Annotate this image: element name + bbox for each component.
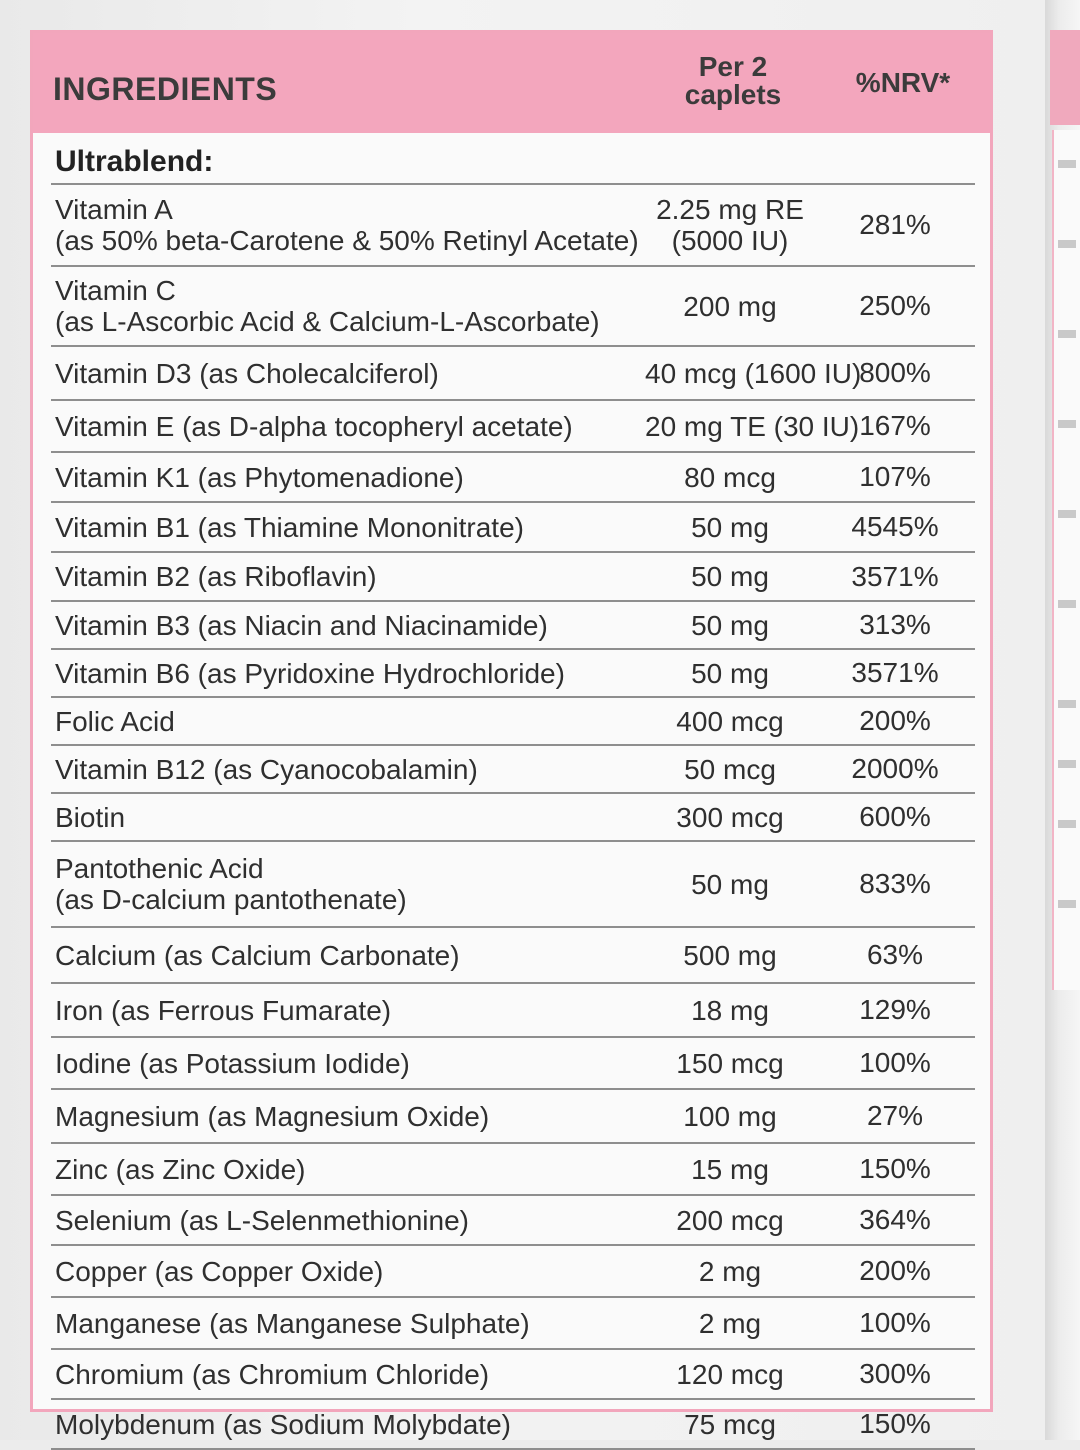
table-row (51, 1244, 975, 1296)
ingredient-name-main: Pantothenic Acid (55, 853, 264, 884)
section-title: Ultrablend: (55, 145, 214, 178)
ingredient-amount (645, 561, 815, 592)
table-row (51, 551, 975, 600)
ingredient-name-main: Vitamin A (55, 194, 173, 225)
ingredient-name-main: Vitamin E (as D-alpha tocopheryl acetate) (55, 410, 573, 442)
ingredient-name (51, 1256, 645, 1287)
ingredient-nrv: 150% (859, 1408, 931, 1439)
header-per-line2: caplets (684, 79, 782, 110)
ingredient-amount-main: 50 mg (691, 609, 769, 641)
ingredient-amount (645, 410, 860, 442)
ingredient-amount (645, 995, 815, 1026)
ingredient-amount-main: 50 mg (691, 561, 769, 592)
ingredient-nrv: 27% (866, 1100, 924, 1131)
ingredient-amount (645, 1256, 815, 1287)
table-row (51, 982, 975, 1036)
ingredient-nrv: 107% (859, 461, 931, 492)
ingredient-nrv: 3571% (851, 657, 939, 688)
table-row (51, 399, 975, 451)
ingredient-name (51, 358, 645, 389)
table-row (51, 501, 975, 551)
table-row (51, 1088, 975, 1142)
ingredient-amount (645, 194, 815, 256)
adjacent-box-stripe (1058, 900, 1076, 908)
adjacent-box-stripe (1058, 820, 1076, 828)
ingredient-amount (645, 754, 815, 785)
ingredient-nrv: 150% (859, 1153, 931, 1184)
ingredient-amount-main: 100 mg (683, 1100, 777, 1132)
ingredient-name-main: Vitamin B2 (as Riboflavin) (55, 561, 377, 592)
ingredient-nrv: 600% (859, 801, 931, 832)
table-row (51, 792, 975, 840)
ingredient-amount (645, 1154, 815, 1185)
ingredient-amount (645, 357, 862, 389)
table-row (51, 451, 975, 501)
adjacent-box-stripe (1058, 240, 1076, 248)
ingredient-nrv: 100% (859, 1047, 931, 1078)
ingredient-name-main: Chromium (as Chromium Chloride) (55, 1358, 490, 1390)
ingredient-name-main: Biotin (55, 801, 126, 833)
ingredient-nrv: 364% (859, 1204, 931, 1235)
ingredient-name-main: Copper (as Copper Oxide) (55, 1255, 384, 1287)
adjacent-box-stripe (1058, 420, 1076, 428)
table-row (51, 183, 975, 265)
ingredient-amount (645, 291, 815, 322)
header-per-line1: Per 2 (698, 51, 768, 82)
ingredient-name-main: Manganese (as Manganese Sulphate) (55, 1307, 530, 1339)
ingredient-amount (645, 1101, 815, 1132)
ingredient-name (51, 658, 645, 689)
label-header (33, 33, 990, 133)
ingredient-name-main: Vitamin B6 (as Pyridoxine Hydrochloride) (55, 657, 565, 689)
ingredient-amount-main: 40 mcg (1600 IU) (645, 357, 862, 389)
ingredient-name (51, 1205, 645, 1236)
ingredient-amount (645, 1308, 815, 1339)
ingredient-nrv: 167% (859, 410, 931, 441)
ingredient-amount-main: 50 mg (691, 868, 769, 900)
ingredient-name (51, 706, 645, 737)
ingredient-name-main: Iodine (as Potassium Iodide) (55, 1047, 410, 1079)
ingredient-name (51, 194, 645, 256)
table-row (51, 926, 975, 982)
ingredient-name-main: Folic Acid (55, 705, 175, 737)
ingredient-name (51, 940, 645, 971)
header-ingredients: INGREDIENTS (53, 71, 278, 107)
ingredient-name (51, 1409, 645, 1440)
table-row (51, 648, 975, 696)
ingredient-nrv: 129% (859, 994, 931, 1025)
ingredient-nrv: 63% (866, 939, 924, 970)
ingredient-amount-main: 200 mg (683, 290, 777, 322)
table-row (51, 1348, 975, 1398)
ingredient-nrv: 250% (859, 290, 931, 321)
ingredient-nrv: 3571% (851, 560, 939, 592)
ingredient-amount (645, 802, 815, 833)
ingredient-amount (645, 1205, 815, 1236)
ingredient-amount (645, 940, 815, 971)
ingredient-amount (645, 610, 815, 641)
ingredient-name (51, 853, 645, 915)
ingredient-amount-main: 18 mg (691, 994, 769, 1026)
ingredient-name (51, 275, 645, 337)
header-nrv: %NRV* (855, 67, 951, 98)
ingredient-name (51, 995, 645, 1026)
ingredient-amount-main: 50 mcg (684, 753, 776, 785)
ingredient-name-main: Magnesium (as Magnesium Oxide) (55, 1100, 490, 1132)
table-row (51, 1398, 975, 1450)
ingredient-amount-main: 2 mg (698, 1307, 762, 1339)
ingredient-name-detail: (as D-calcium pantothenate) (55, 884, 407, 915)
ingredient-name-main: Vitamin C (55, 275, 176, 306)
table-row (51, 600, 975, 648)
ingredient-amount-main: 75 mcg (684, 1408, 776, 1440)
ingredient-name-main: Vitamin B3 (as Niacin and Niacinamide) (55, 609, 548, 641)
table-row (51, 744, 975, 792)
ingredient-name (51, 610, 645, 641)
ingredient-name (51, 802, 645, 833)
ingredient-amount-main: 400 mcg (676, 705, 784, 737)
header-per-serving (653, 53, 813, 109)
ingredient-name (51, 1101, 645, 1132)
table-row (51, 265, 975, 345)
ingredient-amount-main: 200 mcg (676, 1204, 784, 1236)
ingredient-amount (645, 658, 815, 689)
table-row (51, 1194, 975, 1244)
ingredient-name (51, 1308, 645, 1339)
ingredient-amount (645, 512, 815, 543)
ingredient-amount-main: 500 mg (683, 939, 777, 971)
adjacent-box-panel (1052, 130, 1080, 990)
ingredient-amount-main: 2.25 mg RE (656, 194, 804, 225)
ingredient-name-detail: (as L-Ascorbic Acid & Calcium-L-Ascorbate) (55, 306, 600, 337)
ingredient-name-main: Vitamin B12 (as Cyanocobalamin) (55, 753, 478, 785)
ingredient-nrv: 200% (859, 705, 931, 736)
ingredient-amount-main: 300 mcg (676, 801, 784, 833)
ingredient-nrv: 833% (859, 868, 931, 899)
adjacent-box-stripe (1058, 700, 1076, 708)
ingredient-name-main: Iron (as Ferrous Fumarate) (55, 994, 392, 1026)
table-row (51, 1036, 975, 1088)
ingredient-amount (645, 1359, 815, 1390)
ingredient-nrv: 4545% (851, 511, 939, 542)
ingredient-amount-main: 80 mcg (684, 461, 776, 493)
ingredient-name (51, 411, 645, 442)
ingredient-name (51, 561, 645, 592)
ingredient-amount-main: 2 mg (698, 1255, 762, 1287)
ingredient-name (51, 1048, 645, 1079)
ingredient-amount-main: 20 mg TE (30 IU) (645, 410, 860, 442)
adjacent-box-stripe (1058, 330, 1076, 338)
ingredient-nrv: 2000% (851, 753, 939, 784)
table-row (51, 1142, 975, 1194)
ingredient-amount (645, 869, 815, 900)
ingredient-name-main: Vitamin K1 (as Phytomenadione) (55, 461, 464, 493)
adjacent-box-stripe (1058, 760, 1076, 768)
table-row (51, 696, 975, 744)
ingredient-name-detail: (as 50% beta-Carotene & 50% Retinyl Acetate) (55, 225, 639, 256)
ingredients-table (51, 183, 975, 1450)
ingredient-nrv: 313% (859, 609, 931, 640)
ingredient-amount (645, 462, 815, 493)
ingredient-name (51, 462, 645, 493)
ingredient-name-main: Selenium (as L-Selenmethionine) (55, 1204, 469, 1236)
ingredient-name (51, 1154, 645, 1185)
ingredient-amount-main: 120 mcg (676, 1358, 784, 1390)
ingredient-nrv: 300% (859, 1358, 931, 1389)
ingredient-amount (645, 1048, 815, 1079)
ingredient-amount-main: 150 mcg (676, 1047, 784, 1079)
table-row (51, 1296, 975, 1348)
ingredient-name (51, 754, 645, 785)
ingredient-amount-alt: (5000 IU) (671, 225, 789, 256)
ingredient-amount-main: 50 mg (691, 657, 769, 689)
ingredient-name (51, 512, 645, 543)
ingredient-amount (645, 1409, 815, 1440)
ingredient-amount-main: 50 mg (691, 511, 769, 543)
ingredient-name-main: Calcium (as Calcium Carbonate) (55, 939, 460, 971)
ingredient-name (51, 1359, 645, 1390)
ingredient-name-main: Zinc (as Zinc Oxide) (55, 1153, 306, 1185)
adjacent-box-stripe (1058, 510, 1076, 518)
ingredients-label (30, 30, 993, 1440)
table-row (51, 345, 975, 399)
ingredient-nrv: 100% (859, 1307, 931, 1338)
ingredient-name-main: Molybdenum (as Sodium Molybdate) (55, 1408, 511, 1440)
ingredient-nrv: 281% (859, 209, 931, 240)
table-row (51, 840, 975, 926)
ingredient-name-main: Vitamin D3 (as Cholecalciferol) (55, 357, 439, 389)
adjacent-box-pink-header (1050, 30, 1080, 125)
ingredient-amount (645, 706, 815, 737)
adjacent-box-stripe (1058, 600, 1076, 608)
ingredient-nrv: 200% (859, 1255, 931, 1286)
ingredient-name-main: Vitamin B1 (as Thiamine Mononitrate) (55, 511, 524, 543)
ingredient-amount-main: 15 mg (691, 1153, 769, 1185)
ingredient-nrv: 800% (859, 357, 931, 388)
adjacent-box-stripe (1058, 160, 1076, 168)
